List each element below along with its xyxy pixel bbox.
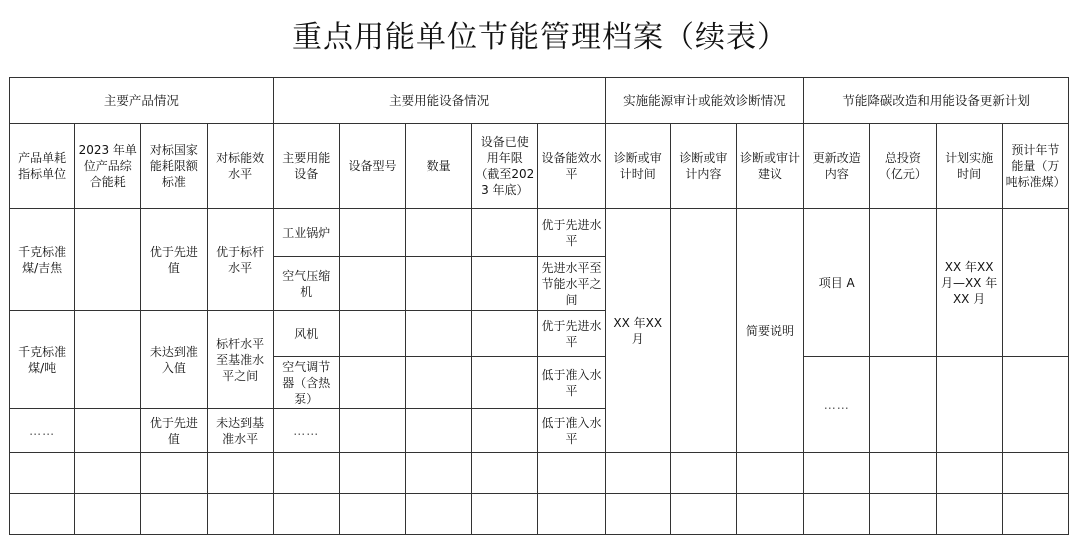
table-cell: …… <box>804 357 870 453</box>
column-header: 总投资（亿元） <box>870 124 936 209</box>
column-header: 设备型号 <box>339 124 405 209</box>
table-cell <box>207 494 273 535</box>
table-cell: 标杆水平至基准水平之间 <box>207 311 273 409</box>
table-cell: 千克标准煤/吨 <box>10 311 75 409</box>
table-cell: 低于准入水平 <box>538 409 605 453</box>
table-cell: 空气压缩机 <box>273 257 339 311</box>
table-cell: 项目 A <box>804 209 870 357</box>
table-cell: XX 年XX 月—XX 年XX 月 <box>936 209 1002 357</box>
table-cell <box>406 357 472 409</box>
table-cell <box>472 494 538 535</box>
table-cell: 优于先进水平 <box>538 311 605 357</box>
group-header-products: 主要产品情况 <box>10 78 274 124</box>
table-cell <box>870 357 936 453</box>
table-cell <box>736 453 803 494</box>
table-cell <box>406 311 472 357</box>
table-cell <box>670 209 736 453</box>
table-cell <box>1002 453 1068 494</box>
table-cell <box>406 409 472 453</box>
table-cell <box>75 311 141 409</box>
table-cell <box>1002 209 1068 357</box>
table-cell <box>1002 494 1068 535</box>
table-cell <box>406 209 472 257</box>
table-cell <box>870 209 936 357</box>
table-cell <box>472 209 538 257</box>
table-cell <box>936 357 1002 453</box>
table-cell <box>75 409 141 453</box>
table-cell <box>10 494 75 535</box>
table-cell: 简要说明 <box>736 209 803 453</box>
table-cell: 未达到基准水平 <box>207 409 273 453</box>
table-cell: 先进水平至节能水平之间 <box>538 257 605 311</box>
column-header: 主要用能设备 <box>273 124 339 209</box>
table-cell <box>406 453 472 494</box>
table-cell: 优于先进值 <box>141 209 207 311</box>
column-header: 更新改造内容 <box>804 124 870 209</box>
table-cell <box>75 453 141 494</box>
column-header: 2023 年单位产品综合能耗 <box>75 124 141 209</box>
table-cell <box>804 453 870 494</box>
table-cell <box>339 209 405 257</box>
table-cell <box>406 494 472 535</box>
table-cell <box>936 494 1002 535</box>
table-cell <box>936 453 1002 494</box>
column-header: 预计年节能量（万吨标准煤） <box>1002 124 1068 209</box>
table-cell <box>75 209 141 311</box>
table-cell: 优于先进值 <box>141 409 207 453</box>
table-cell <box>339 257 405 311</box>
column-header: 诊断或审计建议 <box>736 124 803 209</box>
table-cell <box>10 453 75 494</box>
group-header-plan: 节能降碳改造和用能设备更新计划 <box>804 78 1069 124</box>
column-header: 设备能效水平 <box>538 124 605 209</box>
table-cell: 风机 <box>273 311 339 357</box>
table-cell: …… <box>10 409 75 453</box>
table-cell <box>538 494 605 535</box>
table-cell: 未达到准入值 <box>141 311 207 409</box>
column-header: 产品单耗指标单位 <box>10 124 75 209</box>
column-header: 计划实施时间 <box>936 124 1002 209</box>
table-cell <box>870 494 936 535</box>
table-cell <box>75 494 141 535</box>
table-cell <box>273 453 339 494</box>
table-cell <box>339 453 405 494</box>
table-cell <box>472 357 538 409</box>
table-cell: …… <box>273 409 339 453</box>
table-cell <box>736 494 803 535</box>
table-cell <box>472 311 538 357</box>
table-cell: 低于准入水平 <box>538 357 605 409</box>
table-cell: XX 年XX 月 <box>605 209 670 453</box>
table-cell <box>339 311 405 357</box>
column-header: 对标国家能耗限额标准 <box>141 124 207 209</box>
group-header-audit: 实施能源审计或能效诊断情况 <box>605 78 804 124</box>
table-cell <box>472 409 538 453</box>
column-header: 诊断或审计时间 <box>605 124 670 209</box>
table-cell <box>339 494 405 535</box>
table-cell <box>339 357 405 409</box>
table-cell: 优于标杆水平 <box>207 209 273 311</box>
table-cell <box>870 453 936 494</box>
column-header: 数量 <box>406 124 472 209</box>
table-cell <box>804 494 870 535</box>
table-cell <box>406 257 472 311</box>
table-cell <box>538 453 605 494</box>
table-cell: 工业锅炉 <box>273 209 339 257</box>
table-cell <box>670 453 736 494</box>
table-cell: 空气调节器（含热泵） <box>273 357 339 409</box>
table-cell <box>141 494 207 535</box>
table-cell <box>339 409 405 453</box>
table-cell <box>670 494 736 535</box>
group-header-equipment: 主要用能设备情况 <box>273 78 605 124</box>
table-cell <box>207 453 273 494</box>
table-cell <box>273 494 339 535</box>
table-cell: 千克标准煤/吉焦 <box>10 209 75 311</box>
table-cell <box>472 453 538 494</box>
table-cell <box>605 494 670 535</box>
table-cell: 优于先进水平 <box>538 209 605 257</box>
column-header: 对标能效水平 <box>207 124 273 209</box>
column-header: 诊断或审计内容 <box>670 124 736 209</box>
energy-archive-table <box>9 77 1069 535</box>
table-cell <box>141 453 207 494</box>
table-cell <box>472 257 538 311</box>
table-cell <box>1002 357 1068 453</box>
column-header: 设备已使用年限（截至2023 年底） <box>472 124 538 209</box>
page-title: 重点用能单位节能管理档案（续表） <box>292 20 788 55</box>
table-cell <box>605 453 670 494</box>
